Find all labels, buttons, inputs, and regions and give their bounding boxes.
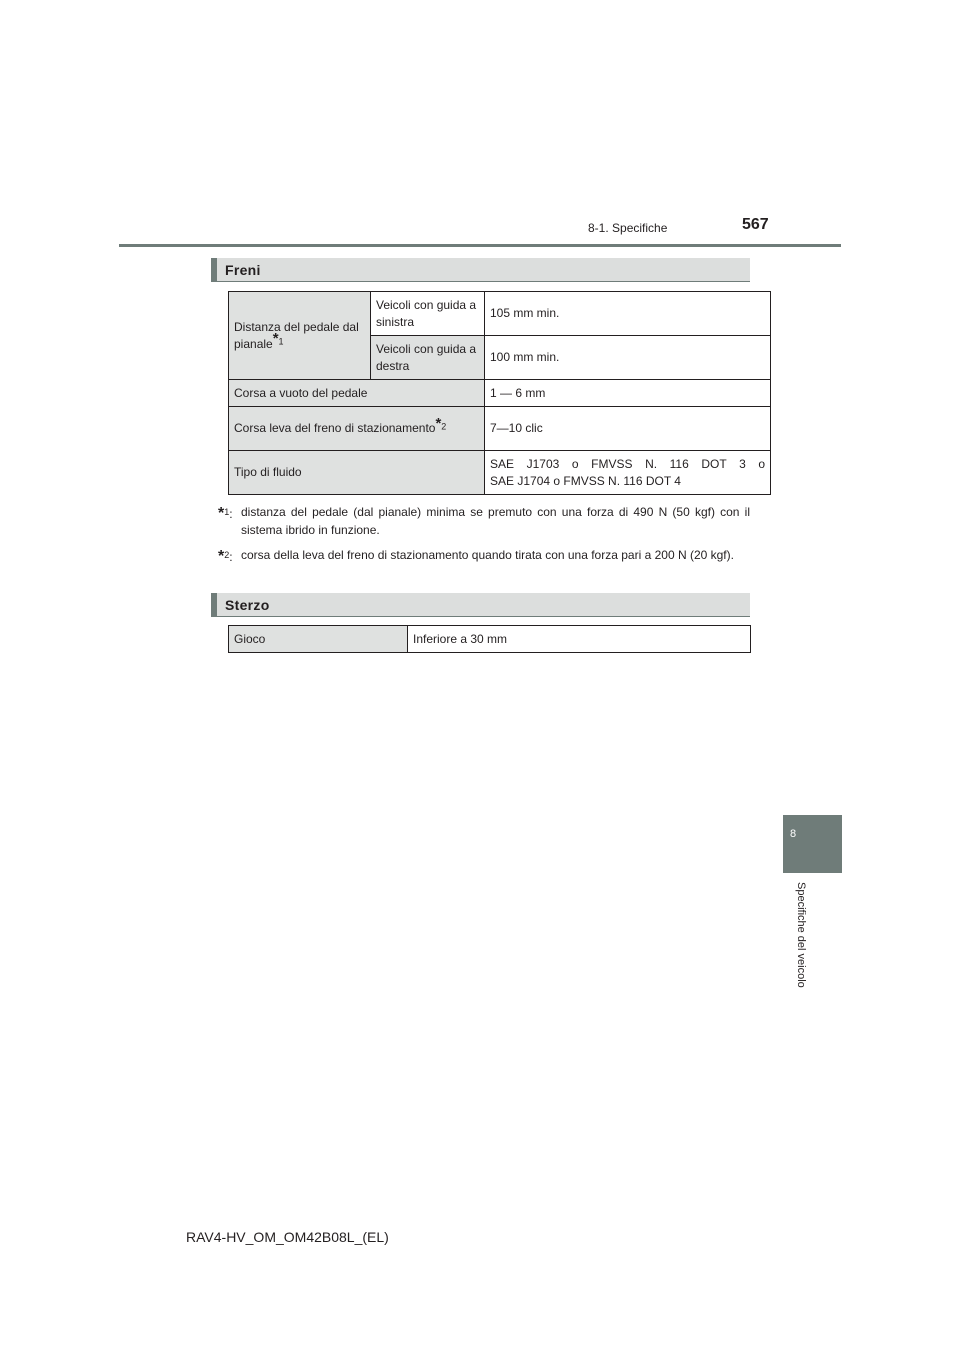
table-row [229, 626, 751, 653]
fluid-label: Tipo di fluido [229, 451, 485, 495]
freni-heading [211, 258, 750, 282]
footnote-1 [218, 503, 750, 539]
fluid-value [485, 451, 771, 495]
rhd-label: Veicoli con guida a destra [371, 336, 485, 380]
header-divider [119, 244, 841, 247]
document-code: RAV4-HV_OM_OM42B08L_(EL) [186, 1229, 389, 1245]
parking-cell [229, 407, 485, 451]
lhd-value: 105 mm min. [485, 292, 771, 336]
fluid-value-line2: SAE J1704 o FMVSS N. 116 DOT 4 [490, 473, 681, 488]
lhd-label: Veicoli con guida a sinistra [371, 292, 485, 336]
chapter-number: 8 [789, 828, 797, 840]
footnote-mark: *$^2$: [218, 548, 233, 566]
pedal-distance-cell [229, 292, 371, 380]
free-play-value: 1 — 6 mm [485, 380, 771, 407]
rhd-value: 100 mm min. [485, 336, 771, 380]
play-label: Gioco [229, 626, 408, 653]
sterzo-table [228, 625, 751, 653]
freni-title: Freni [225, 262, 261, 278]
table-row [229, 407, 771, 451]
pedal-distance-label: Distanza del pedale dal pianale [234, 319, 359, 351]
chapter-label: Specifiche del veicolo [795, 882, 807, 988]
parking-label: Corsa leva del freno di stazionamento [234, 421, 436, 435]
parking-value: 7—10 clic [485, 407, 771, 451]
footnote-ref: *1 [272, 330, 284, 347]
sterzo-heading [211, 593, 750, 617]
footnote-text: distanza del pedale (dal pianale) minima se premuto con una forza di 490 N (50 kgf) con il sistema ibrido in funzione. [241, 505, 750, 537]
page-number: 567 [742, 216, 769, 233]
fluid-value-line1: SAE J1703 o FMVSS N. 116 DOT 3 o [490, 456, 765, 471]
table-row [229, 292, 771, 336]
freni-table [228, 291, 771, 495]
play-value: Inferiore a 30 mm [408, 626, 751, 653]
heading-bar [211, 593, 217, 617]
footnote-2 [218, 546, 750, 564]
table-row [229, 380, 771, 407]
free-play-label: Corsa a vuoto del pedale [229, 380, 485, 407]
sterzo-title: Sterzo [225, 597, 270, 613]
footnote-text: corsa della leva del freno di stazionamento quando tirata con una forza pari a 200 N (20 kgf). [241, 548, 734, 562]
heading-bar [211, 258, 217, 282]
chapter-tab [783, 815, 842, 873]
footnote-ref: *2 [435, 414, 447, 432]
footnote-mark: *$^1$: [218, 505, 233, 523]
section-title: 8-1. Specifiche [588, 221, 668, 235]
table-row [229, 451, 771, 495]
